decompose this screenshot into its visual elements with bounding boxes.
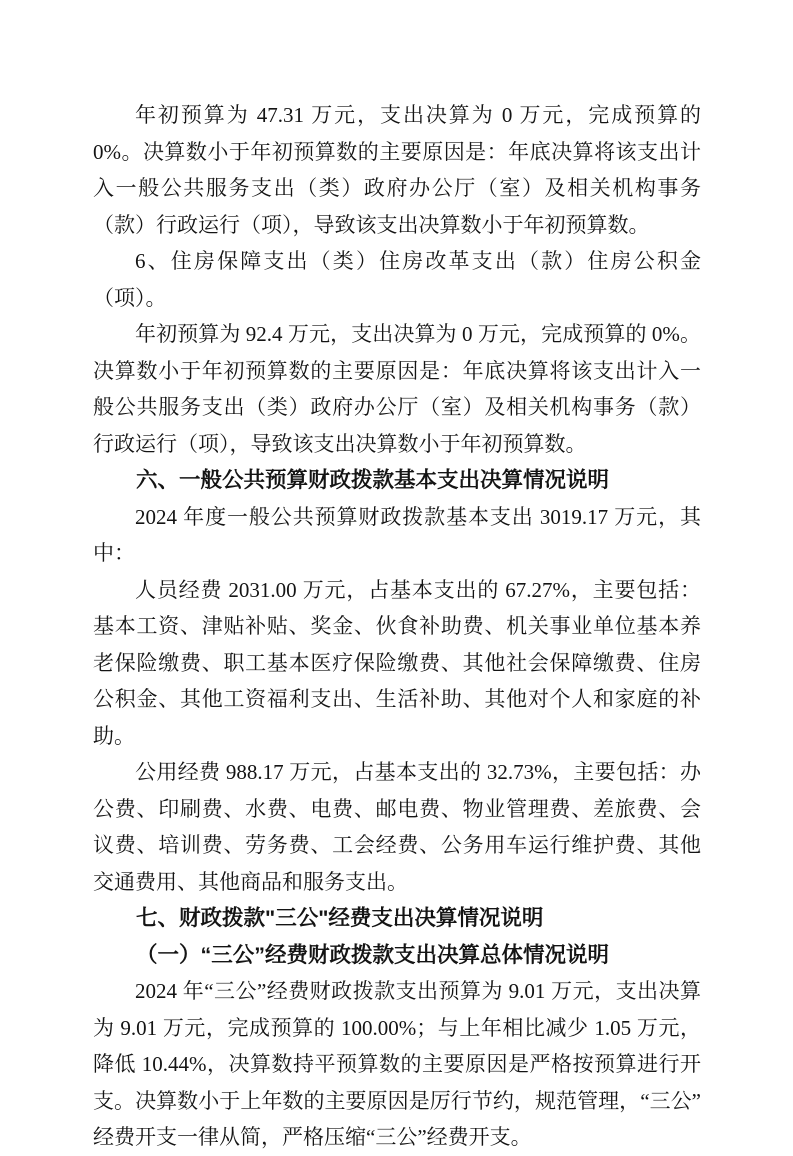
- paragraph-budget-92-4: 年初预算为 92.4 万元，支出决算为 0 万元，完成预算的 0%。决算数小于年初预算数的主要原因是：年底决算将该支出计入一般公共服务支出（类）政府办公厅（室）及相关机构事务（款）行政运行（项），导致该支出决算数小于年初预算数。: [93, 322, 701, 456]
- paragraph-public-funds: 公用经费 988.17 万元，占基本支出的 32.73%，主要包括：办公费、印刷费、水费、电费、邮电费、物业管理费、差旅费、会议费、培训费、劳务费、工会经费、公务用车运行维护费、其他交通费用、其他商品和服务支出。: [93, 760, 701, 894]
- section-heading-6-basic-expenditure: 六、一般公共预算财政拨款基本支出决算情况说明: [136, 468, 610, 492]
- paragraph-budget-47-31: 年初预算为 47.31 万元，支出决算为 0 万元，完成预算的 0%。决算数小于年初预算数的主要原因是：年底决算将该支出计入一般公共服务支出（类）政府办公厅（室）及相关机构事务（款）行政运行（项），导致该支出决算数小于年初预算数。: [93, 103, 701, 237]
- paragraph-item-6-housing: 6、住房保障支出（类）住房改革支出（款）住房公积金（项）。: [93, 249, 701, 310]
- paragraph-basic-expenditure-total: 2024 年度一般公共预算财政拨款基本支出 3019.17 万元，其中：: [93, 504, 701, 565]
- section-heading-7-three-public-funds: 七、财政拨款"三公"经费支出决算情况说明: [136, 906, 544, 930]
- subsection-heading-7-1-overall: （一）“三公”经费财政拨款支出决算总体情况说明: [136, 942, 610, 967]
- paragraph-three-public-funds-detail: 2024 年“三公”经费财政拨款支出预算为 9.01 万元，支出决算为 9.01 万元，完成预算的 100.00%；与上年相比减少 1.05 万元，降低 10.44%，决算数持平预算数的主要原因是严格按预算进行开支。决算数小于上年数的主要原因是厉行节约，规范管理，“三公”经费开支一律从简，严格压缩“三公”经费开支。: [93, 979, 701, 1149]
- paragraph-personnel-funds: 人员经费 2031.00 万元，占基本支出的 67.27%，主要包括：基本工资、津贴补贴、奖金、伙食补助费、机关事业单位基本养老保险缴费、职工基本医疗保险缴费、其他社会保障缴费、住房公积金、其他工资福利支出、生活补助、其他对个人和家庭的补助。: [93, 577, 701, 748]
